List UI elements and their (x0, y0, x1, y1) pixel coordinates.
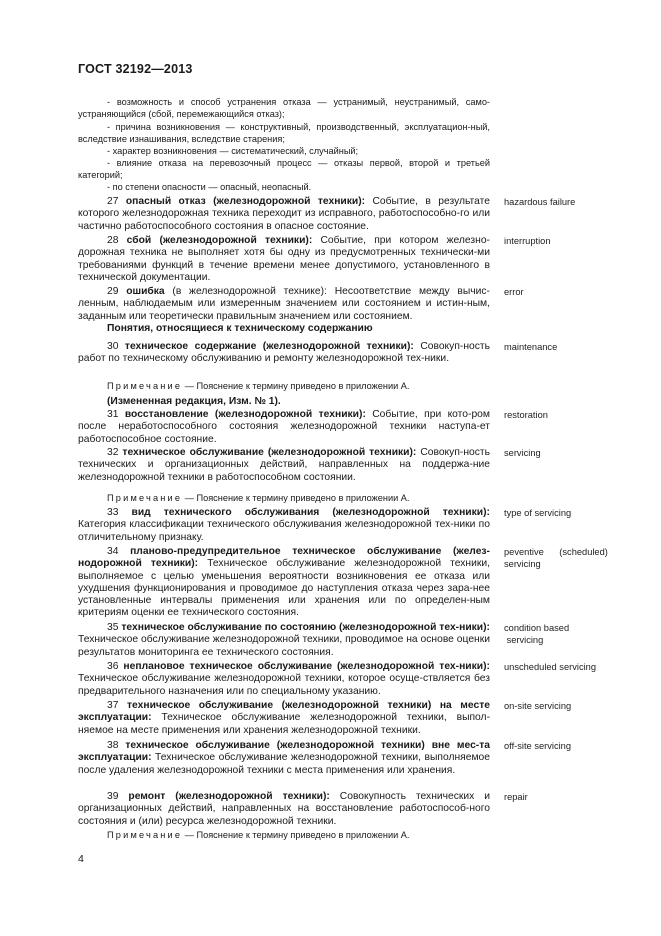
term-definition: Совокуп-ность работ по техническому обслуживанию и ремонту железнодорожной тех-ники. (78, 341, 490, 365)
term-english: condition based servicing (504, 623, 570, 645)
term-english: restoration (504, 410, 548, 420)
term-name: техническое обслуживание по состоянию (железнодорожной тех-ники): (121, 622, 490, 633)
term-number: 39 (107, 791, 119, 802)
term-name: восстановление (железнодорожной техники): (124, 409, 366, 420)
term-entry-31 (78, 409, 490, 446)
term-definition: Событие, при котором железно-дорожная техника не выполняет хотя бы одну из предусмотренных технически-ми требованиями функций в течение времени менее допустимого, установленного в технической документации. (78, 235, 490, 283)
term-qualifier: (в железнодорожной технике): (172, 286, 327, 297)
bullet-item: - влияние отказа на перевозочный процесс — отказы первой, второй и третьей категорий; (78, 158, 490, 180)
note-text: — Пояснение к термину приведено в приложении А. (184, 830, 410, 840)
section-heading-text: Понятия, относящиеся к техническому содержанию (107, 323, 373, 334)
term-number: 34 (107, 546, 119, 557)
term-name: техническое обслуживание (железнодорожной техники): (122, 447, 417, 458)
term-number: 33 (107, 507, 119, 518)
term-definition: Техническое обслуживание железнодорожной техники, выполняемое с целью уменьшения вероятности возникновения ее отказа или ухудшения функционирования и проводимое до наступления отказа через зара-нее установленные интервалы применения или хранения или по определен-ным критериям оценки ее технического состояния. (78, 558, 490, 619)
term-number: 31 (107, 409, 119, 420)
term-number: 38 (107, 740, 119, 751)
term-english: off-site servicing (504, 741, 571, 751)
term-english: peventive (scheduled) servicing (504, 547, 608, 569)
section-heading (78, 323, 490, 335)
term-english: error (504, 287, 524, 297)
bullet-item: - возможность и способ устранения отказа — устранимый, неустранимый, само-устраняющийся (сбой, перемежающийся отказ); (78, 97, 490, 119)
term-entry-29 (78, 286, 490, 323)
term-name: ошибка (126, 286, 165, 297)
term-english: hazardous failure (504, 197, 576, 207)
note-label: Примечание (107, 493, 183, 503)
term-definition: Техническое обслуживание железнодорожной техники, которое осуще-ствляется без предварительного назначения или по специальному указанию. (78, 673, 490, 697)
term-english: maintenance (504, 342, 558, 352)
term-definition: Техническое обслуживание железнодорожной техники, выполняемое после удаления железнодорожной техники с места применения или хранения. (78, 752, 490, 776)
term-entry-30 (78, 341, 490, 366)
term-definition: Несоответствие между вычис-ленным, наблюдаемым или измеренным значением или состоянием и истин-ным, заданным или теоретически правильным значением или состоянием. (78, 286, 490, 322)
term-name: техническое обслуживание (железнодорожной техники) на месте эксплуатации: (78, 700, 490, 724)
term-number: 37 (107, 700, 119, 711)
term-entry-39 (78, 791, 490, 828)
note (78, 830, 490, 842)
term-definition: Событие, при кото-ром после неработоспособного состояния железнодорожной техники наступа-ет работоспособное состояние. (78, 409, 490, 445)
term-english: type of servicing (504, 508, 572, 518)
term-name: техническое содержание (железнодорожной техники): (124, 341, 414, 352)
term-definition: Техническое обслуживание железнодорожной техники, выпол-няемое на месте применения или хранения железнодорожной техники. (78, 712, 490, 736)
term-entry-28 (78, 235, 490, 284)
term-number: 29 (107, 286, 119, 297)
amendment-text: (Измененная редакция, Изм. № 1). (107, 396, 281, 407)
note-text: — Пояснение к термину приведено в приложении А. (184, 493, 410, 503)
term-name: неплановое техническое обслуживание (железнодорожной тех-ники): (123, 661, 490, 672)
term-definition: Техническое обслуживание железнодорожной техники, проводимое на основе оценки результатов мониторинга ее технического состояния. (78, 634, 490, 658)
term-number: 32 (107, 447, 119, 458)
note (78, 493, 490, 505)
term-english: servicing (504, 448, 541, 458)
term-entry-35 (78, 622, 490, 659)
term-english: unscheduled servicing (504, 662, 596, 672)
term-definition: Категория классификации технического обслуживания железнодорожной тех-ники по отличительному признаку. (78, 519, 490, 543)
term-name: сбой (железнодорожной техники): (126, 235, 313, 246)
note-label: Примечание (107, 381, 183, 391)
term-definition: Совокупность технических и организационных действий, направленных на восстановление работоспособ-ного состояния и (или) ресурса железнодорожной техники. (78, 791, 490, 827)
term-name: планово-предупредительное техническое обслуживание (желез-нодорожной техники): (78, 546, 490, 570)
term-number: 30 (107, 341, 119, 352)
term-name: ремонт (железнодорожной техники): (128, 791, 330, 802)
term-name: опасный отказ (железнодорожной техники): (125, 196, 366, 207)
term-number: 35 (107, 622, 119, 633)
note-label: Примечание (107, 830, 183, 840)
term-entry-32 (78, 447, 490, 484)
term-number: 27 (107, 196, 119, 207)
term-entry-37 (78, 700, 490, 737)
term-english: repair (504, 792, 528, 802)
bullet-item: - причина возникновения — конструктивный, производственный, эксплуатацион-ный, вследствие изнашивания, вследствие старения; (78, 122, 490, 144)
term-name: техническое обслуживание (железнодорожной техники) вне мес-та эксплуатации: (78, 740, 490, 764)
term-name: вид технического обслуживания (железнодорожной техники): (131, 507, 490, 518)
term-entry-27 (78, 196, 490, 233)
term-english: on-site servicing (504, 701, 572, 711)
page-number: 4 (78, 853, 84, 865)
term-number: 28 (107, 235, 119, 246)
term-definition: Событие, в результате которого железнодорожная техника переходит из исправного, работоспособно-го или частично работоспособного состояния в опасное состояние. (78, 196, 490, 232)
note (78, 381, 490, 393)
term-definition: Совокуп-ность технических и организационных действий, направленных на поддержа-ние железнодорожной техники в работоспособном состоянии. (78, 447, 490, 483)
bullet-item: - характер возникновения — систематический, случайный; (107, 146, 359, 156)
term-entry-34 (78, 546, 490, 620)
document-header: ГОСТ 32192—2013 (78, 62, 193, 76)
bullet-item: - по степени опасности — опасный, неопасный. (107, 182, 312, 192)
term-entry-38 (78, 740, 490, 777)
amendment (78, 396, 490, 408)
term-entry-36 (78, 661, 490, 698)
term-english: interruption (504, 236, 551, 246)
term-entry-33 (78, 507, 490, 544)
note-text: — Пояснение к термину приведено в приложении А. (184, 381, 410, 391)
term-number: 36 (107, 661, 119, 672)
